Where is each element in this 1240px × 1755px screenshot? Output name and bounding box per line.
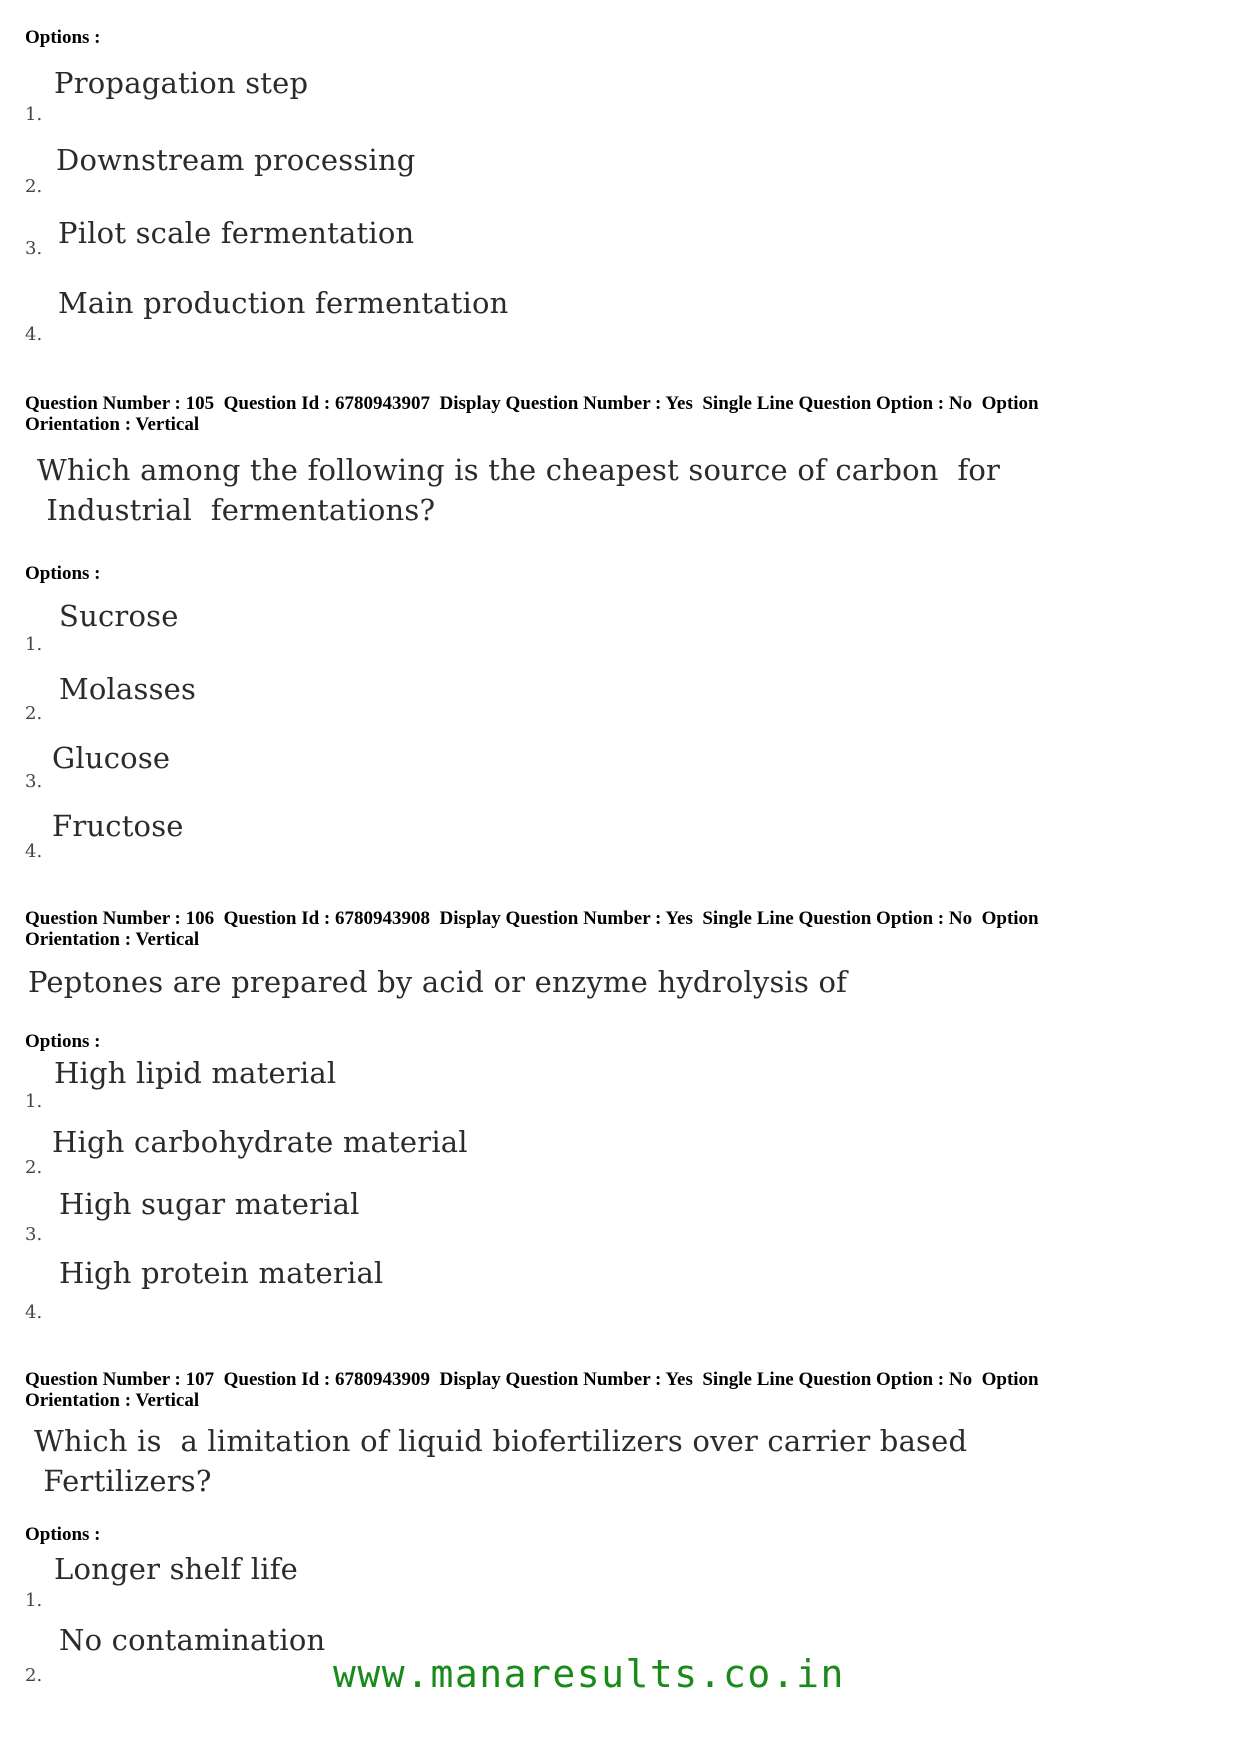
option-text: Molasses (59, 672, 197, 706)
option-number: 3. (25, 1224, 43, 1245)
question-text (34, 1421, 967, 1501)
question-text (37, 450, 1000, 530)
option-number: 3. (25, 238, 43, 259)
option-text: Fructose (52, 809, 184, 843)
option-text: High lipid material (54, 1056, 337, 1090)
option-number: 4. (25, 1302, 43, 1323)
question-meta-line2: Orientation : Vertical (25, 1390, 200, 1411)
question-line: Which among the following is the cheapest source of carbon for (37, 453, 1001, 487)
question-line: Peptones are prepared by acid or enzyme hydrolysis of (28, 965, 848, 999)
option-number: 3. (25, 771, 43, 792)
question-meta (25, 393, 1185, 435)
question-meta-line2: Orientation : Vertical (25, 929, 200, 950)
option-text: Downstream processing (56, 143, 416, 177)
options-heading: Options : (25, 563, 101, 584)
option-number: 2. (25, 703, 43, 724)
option-text: Longer shelf life (54, 1552, 298, 1586)
question-line: Fertilizers? (34, 1464, 212, 1498)
option-number: 1. (25, 104, 43, 125)
question-meta (25, 1369, 1185, 1411)
watermark-url: www.manaresults.co.in (333, 1652, 845, 1696)
option-number: 1. (25, 634, 43, 655)
question-meta-line1: Question Number : 105 Question Id : 6780943907 Display Question Number : Yes Single Line Question Option : No Option (25, 393, 1039, 414)
question-meta-line1: Question Number : 107 Question Id : 6780943909 Display Question Number : Yes Single Line Question Option : No Option (25, 1369, 1039, 1390)
option-number: 2. (25, 1157, 43, 1178)
question-meta-line2: Orientation : Vertical (25, 414, 200, 435)
option-number: 4. (25, 324, 43, 345)
option-text: No contamination (59, 1623, 326, 1657)
option-text: Propagation step (54, 66, 309, 100)
option-number: 4. (25, 841, 43, 862)
option-number: 1. (25, 1590, 43, 1611)
question-meta (25, 908, 1185, 950)
question-line: Industrial fermentations? (37, 493, 436, 527)
options-heading: Options : (25, 1524, 101, 1545)
option-text: High protein material (59, 1256, 384, 1290)
option-text: High carbohydrate material (52, 1125, 468, 1159)
option-text: High sugar material (59, 1187, 360, 1221)
question-line: Which is a limitation of liquid biofertilizers over carrier based (34, 1424, 968, 1458)
option-text: Pilot scale fermentation (58, 216, 415, 250)
option-text: Glucose (52, 741, 171, 775)
option-text: Main production fermentation (58, 286, 509, 320)
option-number: 1. (25, 1091, 43, 1112)
option-number: 2. (25, 176, 43, 197)
options-heading: Options : (25, 27, 101, 48)
option-text: Sucrose (59, 599, 179, 633)
question-meta-line1: Question Number : 106 Question Id : 6780943908 Display Question Number : Yes Single Line Question Option : No Option (25, 908, 1039, 929)
options-heading: Options : (25, 1031, 101, 1052)
question-text (28, 962, 847, 1002)
option-number: 2. (25, 1665, 43, 1686)
